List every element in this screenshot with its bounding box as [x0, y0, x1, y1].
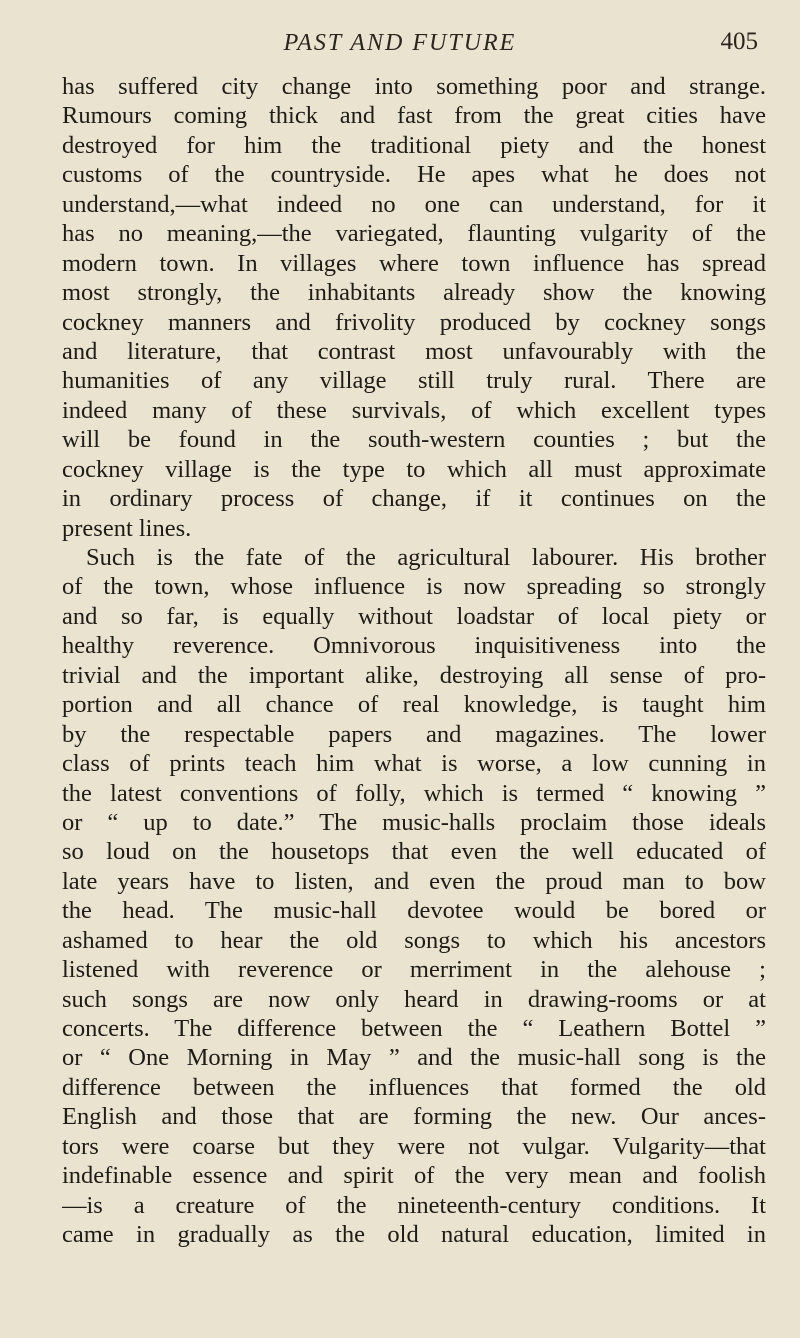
text-line: class of prints teach him what is worse, a low cunning in: [62, 750, 766, 778]
text-line: customs of the countryside. He apes what he does not: [62, 161, 766, 189]
text-line: cockney manners and frivolity produced by cockney songs: [62, 308, 766, 336]
text-line: Such is the fate of the agricultural labourer. His brother: [86, 544, 766, 571]
text-line: trivial and the important alike, destroying all sense of pro-: [62, 661, 766, 689]
body-text: [62, 72, 766, 1250]
text-line: English and those that are forming the new. Our ances-: [62, 1103, 766, 1131]
text-line: modern town. In villages where town influence has spread: [62, 249, 766, 277]
text-line: portion and all chance of real knowledge, is taught him: [62, 691, 766, 719]
text-line: difference between the influences that formed the old: [62, 1073, 766, 1101]
text-line: most strongly, the inhabitants already show the knowing: [62, 279, 766, 307]
running-head: PAST AND FUTURE: [283, 30, 517, 56]
text-line: listened with reverence or merriment in the alehouse ;: [62, 956, 766, 984]
text-line: by the respectable papers and magazines. The lower: [62, 720, 766, 748]
text-line: humanities of any village still truly rural. There are: [62, 367, 766, 395]
text-line: or “ up to date.” The music-halls proclaim those ideals: [62, 808, 766, 836]
text-line: and so far, is equally without loadstar of local piety or: [62, 602, 766, 630]
text-line: ashamed to hear the old songs to which his ancestors: [62, 926, 766, 954]
text-line: understand,—what indeed no one can understand, for it: [62, 190, 766, 218]
text-line: of the town, whose influence is now spreading so strongly: [62, 573, 766, 601]
text-line: and literature, that contrast most unfavourably with the: [62, 337, 766, 365]
text-line: has no meaning,—the variegated, flaunting vulgarity of the: [62, 220, 766, 248]
text-line: has suffered city change into something poor and strange.: [62, 73, 766, 100]
text-line: such songs are now only heard in drawing-rooms or at: [62, 985, 766, 1013]
text-line: will be found in the south-western counties ; but the: [62, 426, 766, 454]
text-line: Rumours coming thick and fast from the great cities have: [62, 102, 766, 130]
text-line: present lines.: [62, 514, 192, 542]
text-line: the head. The music-hall devotee would be bored or: [62, 897, 766, 925]
text-line: tors were coarse but they were not vulgar. Vulgarity—that: [62, 1132, 766, 1160]
text-line: concerts. The difference between the “ Leathern Bottel ”: [62, 1015, 766, 1042]
text-line: —is a creature of the nineteenth-century conditions. It: [62, 1191, 766, 1219]
text-line: indeed many of these survivals, of which excellent types: [62, 396, 766, 424]
text-line: late years have to listen, and even the proud man to bow: [62, 867, 766, 895]
text-line: or “ One Morning in May ” and the music-hall song is the: [62, 1044, 766, 1072]
text-line: so loud on the housetops that even the well educated of: [62, 838, 766, 866]
page-number: 405: [720, 28, 758, 55]
text-line: indefinable essence and spirit of the very mean and foolish: [62, 1162, 766, 1190]
text-line: came in gradually as the old natural education, limited in: [62, 1221, 766, 1249]
text-line: in ordinary process of change, if it continues on the: [62, 485, 766, 513]
text-line: destroyed for him the traditional piety and the honest: [62, 131, 766, 159]
text-line: healthy reverence. Omnivorous inquisitiveness into the: [62, 632, 766, 660]
text-line: the latest conventions of folly, which is termed “ knowing ”: [62, 779, 766, 807]
text-line: cockney village is the type to which all must approximate: [62, 455, 766, 483]
